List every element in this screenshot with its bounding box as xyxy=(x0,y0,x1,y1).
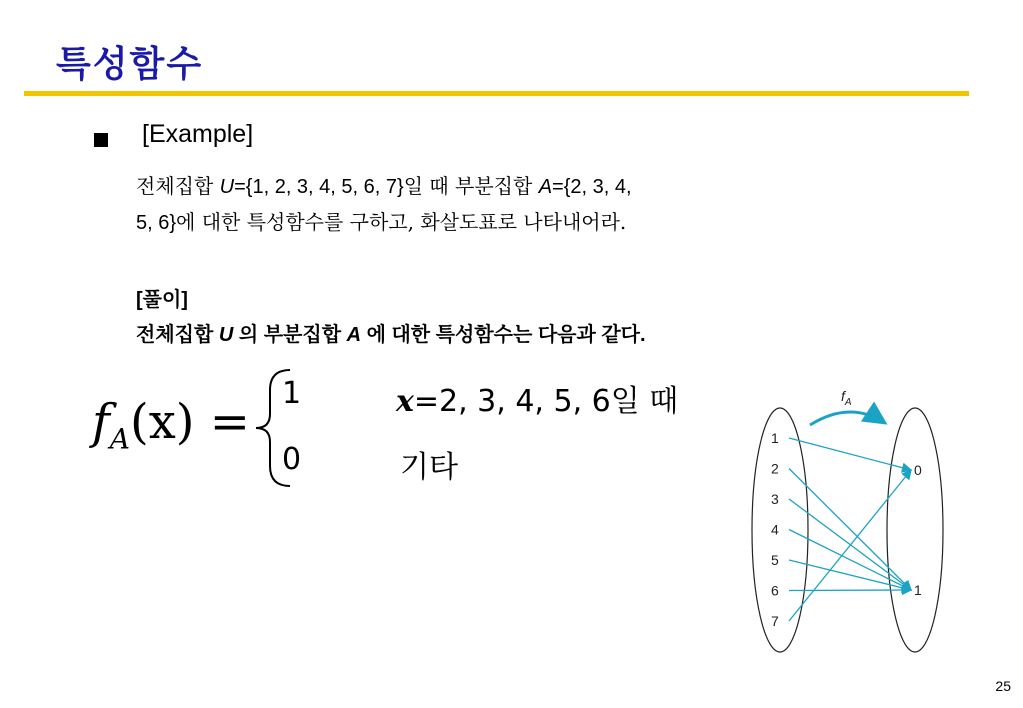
domain-element-4: 4 xyxy=(771,521,779,538)
case-2-value: 0 xyxy=(282,442,302,477)
mapping-arrow-2 xyxy=(789,469,911,591)
set-u-symbol: U xyxy=(218,324,234,346)
solution-line xyxy=(136,318,646,347)
domain-labels xyxy=(771,430,779,629)
set-u-symbol: U xyxy=(219,176,235,198)
page-number: 25 xyxy=(995,678,1011,694)
mapping-arrow-6 xyxy=(789,590,911,591)
set-a-elements: ={2, 3, 4, xyxy=(552,176,632,198)
domain-ellipse xyxy=(752,408,808,652)
problem-text: 일 때 부분집합 xyxy=(403,174,539,198)
set-a-elements-end: 5, 6} xyxy=(136,212,177,234)
solution-text: 전체집합 xyxy=(136,324,219,346)
function-lhs: $f_A(x)$ = xyxy=(92,394,250,456)
function-arrow-icon xyxy=(810,412,885,425)
problem-text: 에 대한 특성함수를 구하고, 화살도표로 나타내어라. xyxy=(176,210,627,234)
domain-element-7: 7 xyxy=(771,613,779,629)
codomain-element-0: 0 xyxy=(914,462,922,478)
domain-element-6: 6 xyxy=(771,582,779,599)
mapping-arrow-5 xyxy=(789,560,911,590)
characteristic-function-formula xyxy=(90,366,730,491)
arrow-diagram xyxy=(735,385,965,657)
domain-element-1: 1 xyxy=(771,430,779,446)
set-a-symbol: A xyxy=(346,324,362,346)
domain-element-2: 2 xyxy=(771,460,779,477)
problem-line-1 xyxy=(136,170,632,199)
problem-line-2 xyxy=(136,206,626,235)
example-label: [Example] xyxy=(142,120,254,148)
set-u-elements: ={1, 2, 3, 4, 5, 6, 7} xyxy=(234,176,404,198)
case-1-condition: x=2, 3, 4, 5, 6일 때 xyxy=(396,384,679,419)
case-1-value: 1 xyxy=(282,376,302,411)
codomain-labels xyxy=(914,462,922,598)
codomain-ellipse xyxy=(887,408,943,652)
solution-label: [풀이] xyxy=(136,289,188,311)
case-2-condition: 기타 xyxy=(400,450,458,485)
problem-text: 전체집합 xyxy=(136,174,220,198)
page-title: 특성함수 xyxy=(56,43,204,85)
set-a-symbol: A xyxy=(538,176,553,198)
mapping-arrows xyxy=(789,438,911,621)
function-label: $f_A$ xyxy=(841,388,852,408)
solution-text: 의 부분집합 xyxy=(233,324,347,346)
square-bullet-icon xyxy=(94,133,108,147)
codomain-element-1: 1 xyxy=(914,582,922,598)
solution-text: 에 대한 특성함수는 다음과 같다. xyxy=(361,324,646,346)
domain-element-3: 3 xyxy=(771,491,779,507)
domain-element-5: 5 xyxy=(771,552,779,568)
title-divider xyxy=(24,91,969,96)
